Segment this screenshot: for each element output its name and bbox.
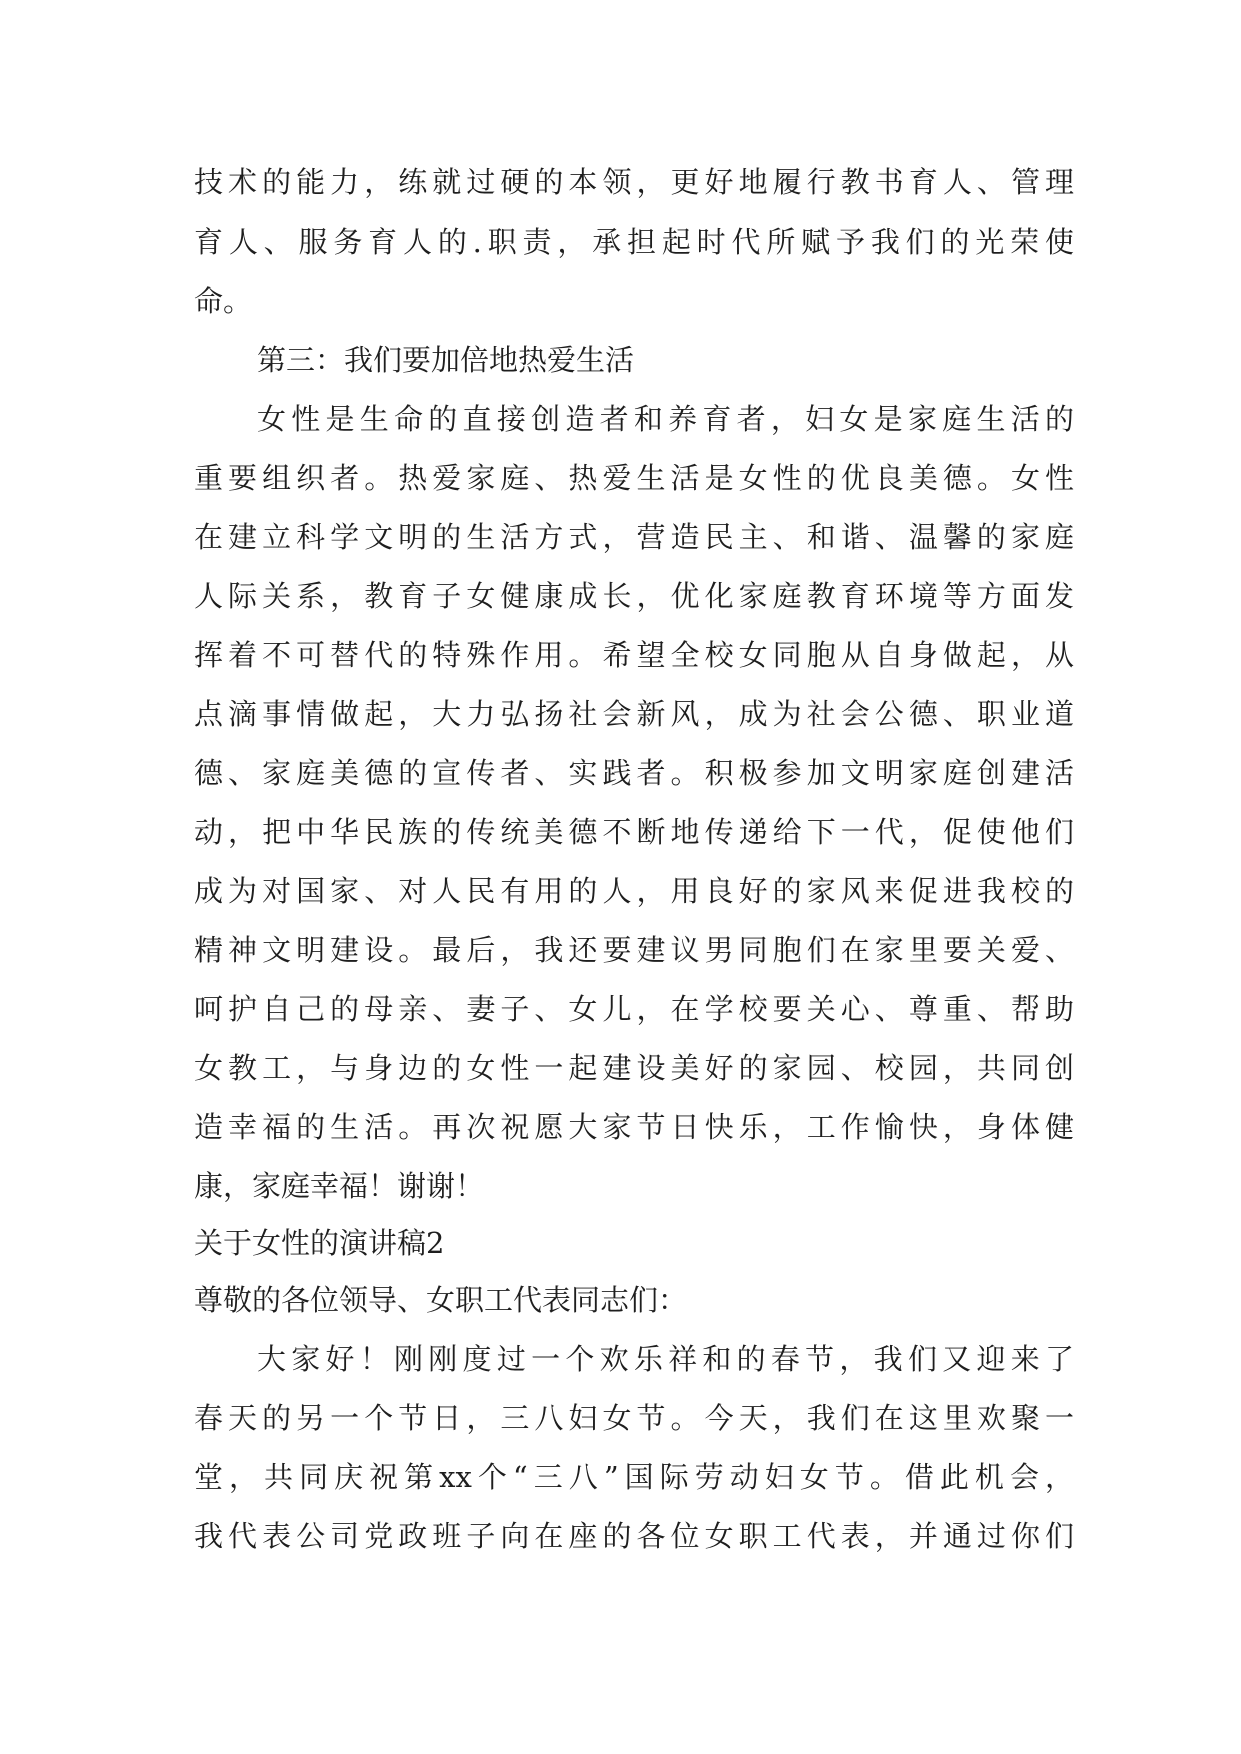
paragraph-line: 康，家庭幸福！谢谢！ bbox=[194, 1169, 485, 1203]
paragraph-line: 造幸福的生活。再次祝愿大家节日快乐，工作愉快，身体健 bbox=[194, 1110, 1074, 1144]
paragraph-line: 命。 bbox=[194, 284, 253, 318]
paragraph-line: 在建立科学文明的生活方式，营造民主、和谐、温馨的家庭 bbox=[194, 520, 1074, 554]
paragraph-line: 人际关系，教育子女健康成长，优化家庭教育环境等方面发 bbox=[194, 579, 1074, 613]
paragraph-line: 重要组织者。热爱家庭、热爱生活是女性的优良美德。女性 bbox=[194, 461, 1074, 495]
paragraph-line: 技术的能力，练就过硬的本领，更好地履行教书育人、管理 bbox=[194, 165, 1074, 199]
paragraph-line: 女教工，与身边的女性一起建设美好的家园、校园，共同创 bbox=[194, 1051, 1074, 1085]
document-title: 关于女性的演讲稿2 bbox=[194, 1226, 445, 1260]
paragraph-line: 呵护自己的母亲、妻子、女儿，在学校要关心、尊重、帮助 bbox=[194, 992, 1074, 1026]
paragraph-line: 堂，共同庆祝第xx个“三八”国际劳动妇女节。借此机会， bbox=[194, 1460, 1074, 1494]
paragraph-line: 春天的另一个节日，三八妇女节。今天，我们在这里欢聚一 bbox=[194, 1401, 1074, 1435]
paragraph-line: 精神文明建设。最后，我还要建议男同胞们在家里要关爱、 bbox=[194, 933, 1074, 967]
paragraph-line: 德、家庭美德的宣传者、实践者。积极参加文明家庭创建活 bbox=[194, 756, 1074, 790]
paragraph-line: 育人、服务育人的.职责，承担起时代所赋予我们的光荣使 bbox=[194, 225, 1074, 259]
paragraph-line: 动，把中华民族的传统美德不断地传递给下一代，促使他们 bbox=[194, 815, 1074, 849]
paragraph-line: 女性是生命的直接创造者和养育者，妇女是家庭生活的 bbox=[257, 402, 1074, 436]
paragraph-line: 点滴事情做起，大力弘扬社会新风，成为社会公德、职业道 bbox=[194, 697, 1074, 731]
paragraph-line: 大家好！刚刚度过一个欢乐祥和的春节，我们又迎来了 bbox=[257, 1342, 1074, 1376]
salutation: 尊敬的各位领导、女职工代表同志们： bbox=[194, 1283, 688, 1317]
paragraph-line: 成为对国家、对人民有用的人，用良好的家风来促进我校的 bbox=[194, 874, 1074, 908]
section-heading: 第三：我们要加倍地热爱生活 bbox=[257, 343, 635, 377]
paragraph-line: 我代表公司党政班子向在座的各位女职工代表，并通过你们 bbox=[194, 1519, 1074, 1553]
paragraph-line: 挥着不可替代的特殊作用。希望全校女同胞从自身做起，从 bbox=[194, 638, 1074, 672]
